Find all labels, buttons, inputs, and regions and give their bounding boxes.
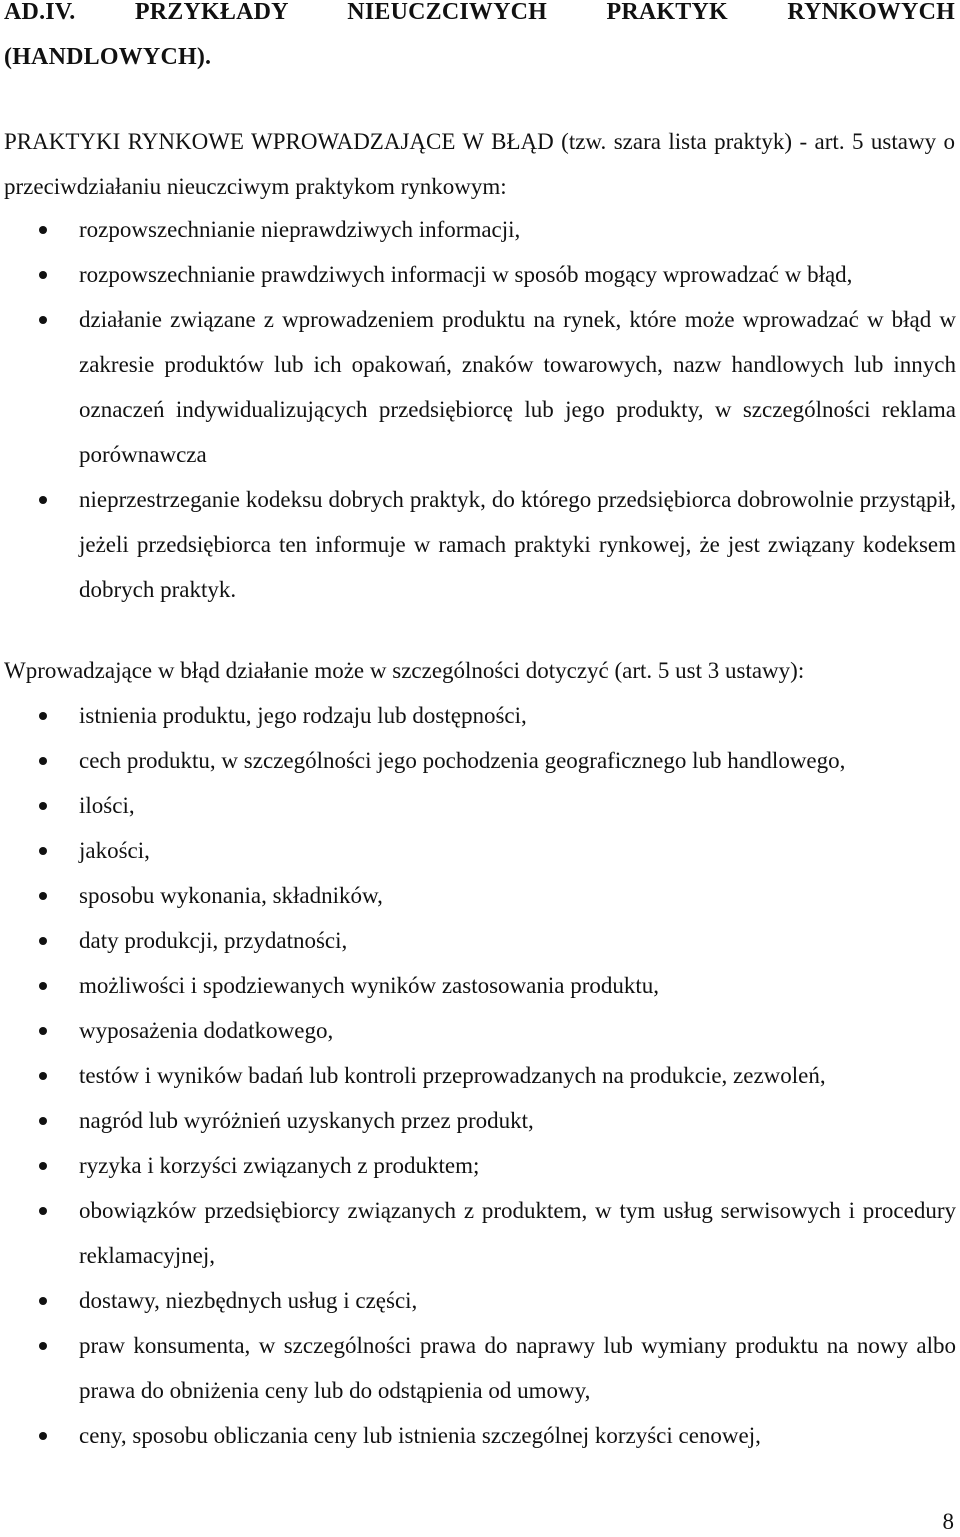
list-item-text: nieprzestrzeganie kodeksu dobrych praktyk, do którego przedsiębiorca dobrowolnie przystąpił, jeżeli przedsiębiorca ten informuje w ramach praktyki rynkowej, że jest związany kodeksem dobrych praktyk. <box>79 487 956 602</box>
bullet-icon <box>39 1027 47 1035</box>
section-heading-line1: AD.IV. PRZYKŁADY NIEUCZCIWYCH PRAKTYK RYNKOWYCH <box>4 0 955 25</box>
bullet-icon <box>39 982 47 990</box>
bullet-icon <box>39 271 47 279</box>
misleading-practices-list <box>0 207 956 612</box>
list-item <box>0 477 956 612</box>
list-item-text: ilości, <box>79 793 135 818</box>
bullet-icon <box>39 1072 47 1080</box>
list-item <box>0 873 956 918</box>
bullet-icon <box>39 496 47 504</box>
list-item <box>0 207 956 252</box>
intro-paragraph: PRAKTYKI RYNKOWE WPROWADZAJĄCE W BŁĄD (tzw. szara lista praktyk) - art. 5 ustawy o przeciwdziałaniu nieuczciwym praktykom rynkowym: <box>4 129 955 199</box>
bullet-icon <box>39 757 47 765</box>
bullet-icon <box>39 1297 47 1305</box>
list-item <box>0 783 956 828</box>
list-item-text: możliwości i spodziewanych wyników zastosowania produktu, <box>79 973 659 998</box>
section2-paragraph: Wprowadzające w błąd działanie może w szczególności dotyczyć (art. 5 ust 3 ustawy): <box>4 658 805 683</box>
bullet-icon <box>39 892 47 900</box>
list-item-text: jakości, <box>79 838 150 863</box>
section-heading-line2: (HANDLOWYCH). <box>4 44 212 70</box>
list-item <box>0 1053 956 1098</box>
bullet-icon <box>39 847 47 855</box>
list-item-text: dostawy, niezbędnych usług i części, <box>79 1288 418 1313</box>
bullet-icon <box>39 712 47 720</box>
list-item <box>0 1323 956 1413</box>
list-item <box>0 1278 956 1323</box>
list-item-text: cech produktu, w szczególności jego pochodzenia geograficznego lub handlowego, <box>79 748 846 773</box>
list-item <box>0 1143 956 1188</box>
list-item <box>0 828 956 873</box>
list-item-text: obowiązków przedsiębiorcy związanych z produktem, w tym usług serwisowych i procedury reklamacyjnej, <box>79 1198 956 1268</box>
misleading-aspects-list <box>0 693 956 1458</box>
bullet-icon <box>39 802 47 810</box>
list-item <box>0 252 956 297</box>
bullet-icon <box>39 937 47 945</box>
bullet-icon <box>39 316 47 324</box>
list-item-text: rozpowszechnianie nieprawdziwych informacji, <box>79 217 521 242</box>
list-item-text: działanie związane z wprowadzeniem produktu na rynek, które może wprowadzać w błąd w zakresie produktów lub ich opakowań, znaków towarowych, nazw handlowych lub innych oznaczeń indywidualizujących przedsiębiorcę lub jego produkty, w szczególności reklama porównawcza <box>79 307 956 467</box>
list-item-text: ryzyka i korzyści związanych z produktem; <box>79 1153 480 1178</box>
bullet-icon <box>39 226 47 234</box>
list-item <box>0 1008 956 1053</box>
bullet-icon <box>39 1162 47 1170</box>
list-item-text: sposobu wykonania, składników, <box>79 883 383 908</box>
list-item-text: ceny, sposobu obliczania ceny lub istnienia szczególnej korzyści cenowej, <box>79 1423 761 1448</box>
list-item <box>0 1413 956 1458</box>
list-item-text: testów i wyników badań lub kontroli przeprowadzanych na produkcie, zezwoleń, <box>79 1063 826 1088</box>
bullet-icon <box>39 1117 47 1125</box>
list-item-text: wyposażenia dodatkowego, <box>79 1018 334 1043</box>
list-item <box>0 1188 956 1278</box>
list-item <box>0 1098 956 1143</box>
list-item <box>0 963 956 1008</box>
list-item <box>0 738 956 783</box>
list-item <box>0 693 956 738</box>
bullet-icon <box>39 1432 47 1440</box>
list-item-text: istnienia produktu, jego rodzaju lub dostępności, <box>79 703 527 728</box>
section-heading <box>4 0 955 80</box>
list-item-text: praw konsumenta, w szczególności prawa do naprawy lub wymiany produktu na nowy albo prawa do obniżenia ceny lub do odstąpienia od umowy, <box>79 1333 956 1403</box>
list-item-text: rozpowszechnianie prawdziwych informacji w sposób mogący wprowadzać w błąd, <box>79 262 853 287</box>
list-item <box>0 918 956 963</box>
list-item <box>0 297 956 477</box>
bullet-icon <box>39 1342 47 1350</box>
page-number: 8 <box>942 1509 954 1534</box>
bullet-icon <box>39 1207 47 1215</box>
list-item-text: daty produkcji, przydatności, <box>79 928 348 953</box>
list-item-text: nagród lub wyróżnień uzyskanych przez produkt, <box>79 1108 534 1133</box>
